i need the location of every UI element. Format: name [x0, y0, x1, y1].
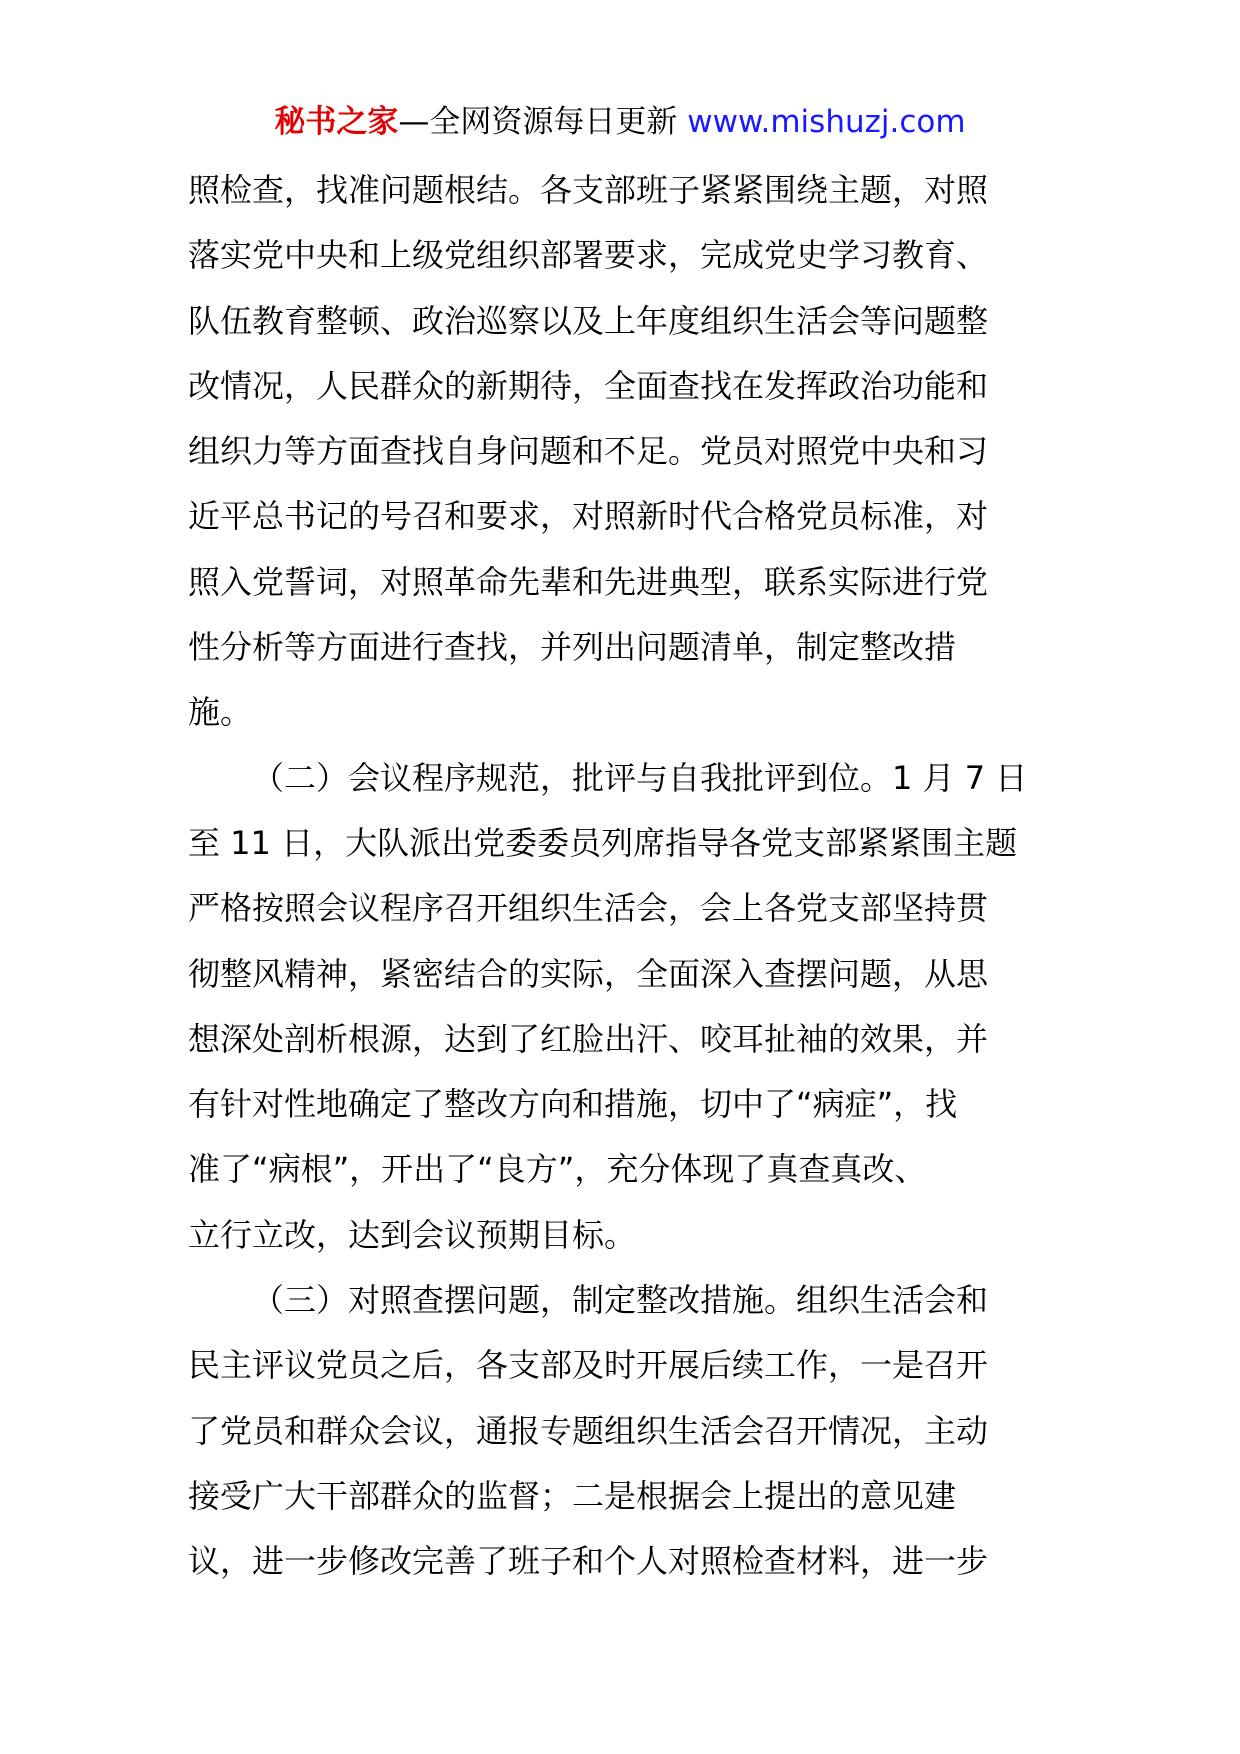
document-body: [188, 158, 1058, 1595]
text-line: 有针对性地确定了整改方向和措施，切中了“病症”，找: [188, 1085, 958, 1124]
text-line: 接受广大干部群众的监督；二是根据会上提出的意见建: [188, 1476, 957, 1515]
text-line: 议，进一步修改完善了班子和个人对照检查材料，进一步: [188, 1542, 989, 1581]
text-line: 想深处剖析根源，达到了红脸出汗、咬耳扯袖的效果，并: [188, 1019, 989, 1058]
text-line: 照检查，找准问题根结。各支部班子紧紧围绕主题，对照: [188, 171, 989, 209]
text-line: 严格按照会议程序召开组织生活会，会上各党支部坚持贯: [188, 889, 989, 928]
section-heading-line: （二）会议程序规范，批评与自我批评到位。1 月 7 日: [252, 758, 1028, 797]
text-line: 了党员和群众会议，通报专题组织生活会召开情况，主动: [188, 1411, 989, 1450]
site-url[interactable]: www.mishuzj.com: [687, 104, 966, 140]
text-line: 民主评议党员之后，各支部及时开展后续工作，一是召开: [188, 1346, 989, 1385]
text-line: 队伍教育整顿、政治巡察以及上年度组织生活会等问题整: [188, 301, 989, 340]
site-tagline: —全网资源每日更新: [398, 104, 688, 140]
text-line: 准了“病根”，开出了“良方”，充分体现了真查真改、: [188, 1150, 927, 1189]
text-line: 组织力等方面查找自身问题和不足。党员对照党中央和习: [188, 432, 989, 471]
text-line: 近平总书记的号召和要求，对照新时代合格党员标准，对: [188, 497, 989, 536]
site-brand: 秘书之家: [274, 104, 399, 140]
section-heading-line: （三）对照查摆问题，制定整改措施。组织生活会和: [252, 1281, 989, 1320]
text-line: 至 11 日，大队派出党委委员列席指导各党支部紧紧围主题: [188, 823, 1018, 862]
text-line: 彻整风精神，紧密结合的实际，全面深入查摆问题，从思: [188, 954, 989, 993]
text-line: 改情况，人民群众的新期待，全面查找在发挥政治功能和: [188, 366, 989, 405]
text-line: 照入党誓词，对照革命先辈和先进典型，联系实际进行党: [188, 562, 989, 601]
text-line: 性分析等方面进行查找，并列出问题清单，制定整改措: [188, 628, 957, 667]
site-header: [0, 100, 1240, 144]
text-line: 施。: [188, 693, 253, 732]
text-line: 立行立改，达到会议预期目标。: [188, 1215, 637, 1254]
text-line: 落实党中央和上级党组织部署要求，完成党史学习教育、: [188, 236, 989, 275]
